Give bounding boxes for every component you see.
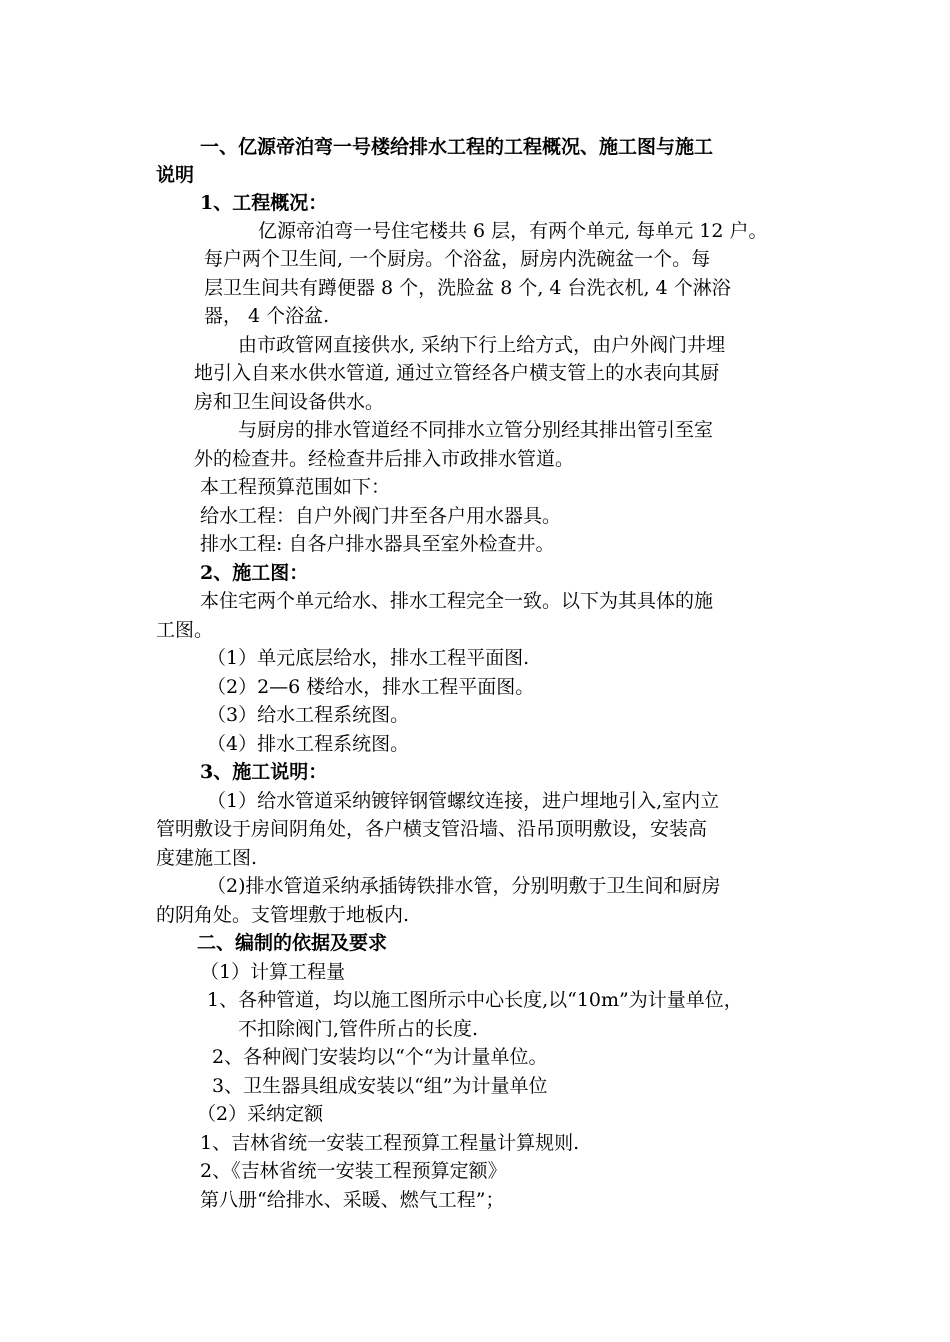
notes-n1-line1: （1）给水管道采纳镀锌钢管螺纹连接，进户埋地引入,室内立 (207, 790, 720, 812)
drawings-item-3: （3）给水工程系统图。 (207, 704, 410, 726)
calc-item-2: 2、各种阀门安装均以“个“为计量单位。 (212, 1046, 548, 1068)
notes-n2-line2: 的阴角处。支管埋敷于地板内. (156, 904, 410, 926)
drawings-item-4: （4）排水工程系统图。 (207, 733, 410, 755)
drawings-intro-line2: 工图。 (156, 619, 214, 641)
notes-heading: 3、施工说明： (200, 761, 328, 783)
drawings-item-2: （2）2—6 楼给水，排水工程平面图。 (207, 676, 535, 698)
overview-p3-line2: 外的检查井。经检查井后排入市政排水管道。 (194, 448, 575, 470)
overview-p2-line3: 房和卫生间设备供水。 (194, 391, 385, 413)
overview-p2-line1: 由市政管网直接供水, 采纳下行上给方式，由户外阀门井埋 (238, 334, 726, 356)
calc-heading: （1）计算工程量 (200, 961, 346, 983)
scope-intro: 本工程预算范围如下： (200, 476, 391, 498)
overview-p1-line4: 器， 4 个浴盆. (204, 305, 330, 327)
quota-item-3: 第八册“给排水、采暖、燃气工程”； (200, 1189, 505, 1211)
overview-heading: 1、工程概况： (200, 192, 328, 214)
section1-heading-line2: 说明 (156, 164, 195, 186)
section1-heading-line1: 一、亿源帝泊弯一号楼给排水工程的工程概况、施工图与施工 (200, 136, 714, 158)
overview-p3-line1: 与厨房的排水管道经不同排水立管分别经其排出管引至室 (238, 419, 714, 441)
overview-p2-line2: 地引入自来水供水管道, 通过立管经各户横支管上的水表向其厨 (194, 362, 720, 384)
calc-item-3: 3、卫生器具组成安装以“组”为计量单位 (212, 1075, 548, 1097)
drawings-intro-line1: 本住宅两个单元给水、排水工程完全一致。以下为其具体的施 (200, 590, 714, 612)
calc-item-1-line1: 1、各种管道，均以施工图所示中心长度,以“10m”为计量单位， (207, 989, 743, 1011)
notes-n1-line3: 度建施工图. (156, 847, 258, 869)
overview-p1-line2: 每户两个卫生间, 一个厨房。个浴盆，厨房内洗碗盆一个。每 (204, 248, 711, 270)
scope-water-supply: 给水工程：自户外阀门井至各户用水器具。 (200, 505, 562, 527)
calc-item-1-line2: 不扣除阀门,管件所占的长度. (238, 1018, 479, 1040)
quota-item-1: 1、吉林省统一安装工程预算工程量计算规则. (200, 1132, 580, 1154)
notes-n1-line2: 管明敷设于房间阴角处，各户横支管沿墙、沿吊顶明敷设，安装高 (156, 818, 708, 840)
quota-heading: （2）采纳定额 (197, 1103, 324, 1125)
overview-p1-line3: 层卫生间共有蹲便器 8 个，洗脸盆 8 个, 4 台洗衣机, 4 个淋浴 (204, 277, 731, 299)
notes-n2-line1: （2)排水管道采纳承插铸铁排水管，分别明敷于卫生间和厨房 (207, 875, 721, 897)
drawings-item-1: （1）单元底层给水，排水工程平面图. (207, 647, 530, 669)
section2-heading: 二、编制的依据及要求 (197, 932, 388, 954)
quota-item-2: 2、《吉林省统一安装工程预算定额》 (200, 1160, 507, 1182)
drawings-heading: 2、施工图： (200, 562, 309, 584)
scope-drainage: 排水工程: 自各户排水器具至室外检查井。 (200, 533, 555, 555)
overview-p1-line1: 亿源帝泊弯一号住宅楼共 6 层，有两个单元, 每单元 12 户。 (258, 220, 768, 242)
